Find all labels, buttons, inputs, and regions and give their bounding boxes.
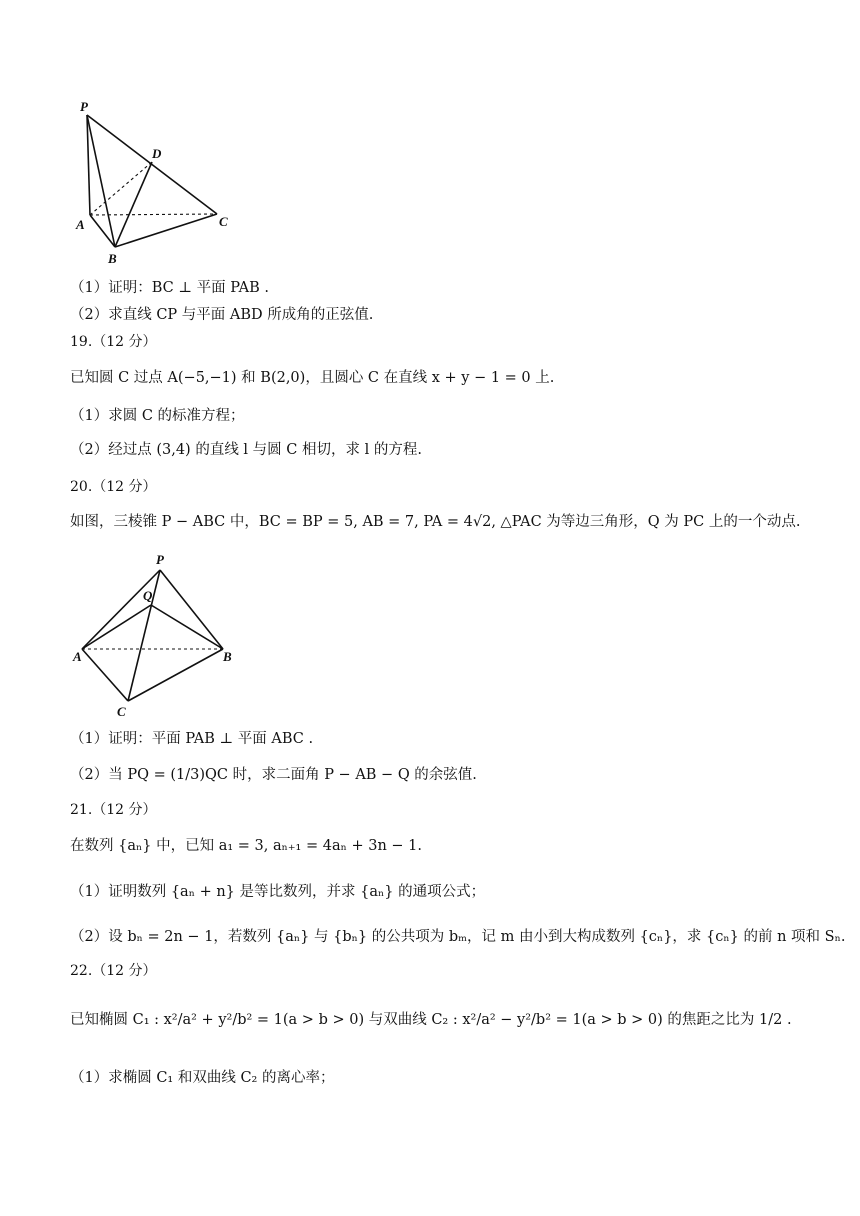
- q18-part2: （2）求直线 CP 与平面 ABD 所成角的正弦值.: [70, 307, 374, 323]
- q18-part1: （1）证明：BC ⊥ 平面 PAB .: [70, 280, 269, 296]
- edge-ac-hidden: [90, 214, 217, 215]
- q19-part2: （2）经过点 (3,4) 的直线 l 与圆 C 相切，求 l 的方程.: [70, 442, 422, 458]
- label-q: Q: [143, 588, 153, 603]
- edge-ac: [82, 649, 128, 701]
- q22-header: 22.（12 分）: [70, 963, 157, 979]
- label-d: D: [152, 146, 162, 161]
- q21-part2: （2）设 bₙ = 2n − 1，若数列 {aₙ} 与 {bₙ} 的公共项为 bₘ，记 m 由小到大构成数列 {cₙ}，求 {cₙ} 的前 n 项和 Sₙ.: [70, 929, 846, 945]
- edge-qa: [82, 605, 151, 649]
- label-c: C: [117, 704, 126, 719]
- label-p: P: [80, 99, 88, 114]
- q19-part1: （1）求圆 C 的标准方程；: [70, 408, 245, 424]
- label-c: C: [219, 214, 228, 229]
- edge-bc: [128, 649, 223, 701]
- label-p: P: [156, 552, 164, 567]
- edge-bd: [115, 162, 152, 247]
- q20-stem: 如图，三棱锥 P − ABC 中，BC = BP = 5, AB = 7, PA = 4√2, △PAC 为等边三角形，Q 为 PC 上的一个动点.: [70, 514, 801, 530]
- label-a: A: [76, 217, 85, 232]
- figure-pyramid-pabd: [70, 95, 270, 275]
- q20-header: 20.（12 分）: [70, 479, 157, 495]
- edge-bc: [115, 214, 217, 247]
- q22-stem: 已知椭圆 C₁ : x²/a² + y²/b² = 1(a > b > 0) 与双曲线 C₂ : x²/a² − y²/b² = 1(a > b > 0) 的焦距之比为 1/2 .: [70, 1012, 792, 1028]
- label-b: B: [223, 649, 232, 664]
- q21-part1: （1）证明数列 {aₙ + n} 是等比数列，并求 {aₙ} 的通项公式；: [70, 884, 486, 900]
- edge-pb: [87, 115, 115, 247]
- q21-header: 21.（12 分）: [70, 802, 157, 818]
- edge-pb: [160, 570, 223, 649]
- q20-part2: （2）当 PQ = (1/3)QC 时，求二面角 P − AB − Q 的余弦值.: [70, 767, 477, 783]
- label-a: A: [73, 649, 82, 664]
- q21-stem: 在数列 {aₙ} 中，已知 a₁ = 3, aₙ₊₁ = 4aₙ + 3n − 1.: [70, 838, 422, 854]
- edge-pc: [87, 115, 217, 214]
- label-b: B: [108, 251, 117, 266]
- q20-part1: （1）证明：平面 PAB ⊥ 平面 ABC .: [70, 731, 314, 747]
- edge-qb: [151, 605, 223, 649]
- q19-stem: 已知圆 C 过点 A(−5,−1) 和 B(2,0)，且圆心 C 在直线 x + y − 1 = 0 上.: [70, 370, 555, 386]
- figure-tetrahedron-pabc: [70, 548, 270, 723]
- q22-part1: （1）求椭圆 C₁ 和双曲线 C₂ 的离心率；: [70, 1070, 335, 1086]
- q19-header: 19.（12 分）: [70, 334, 157, 350]
- edge-pa: [82, 570, 160, 649]
